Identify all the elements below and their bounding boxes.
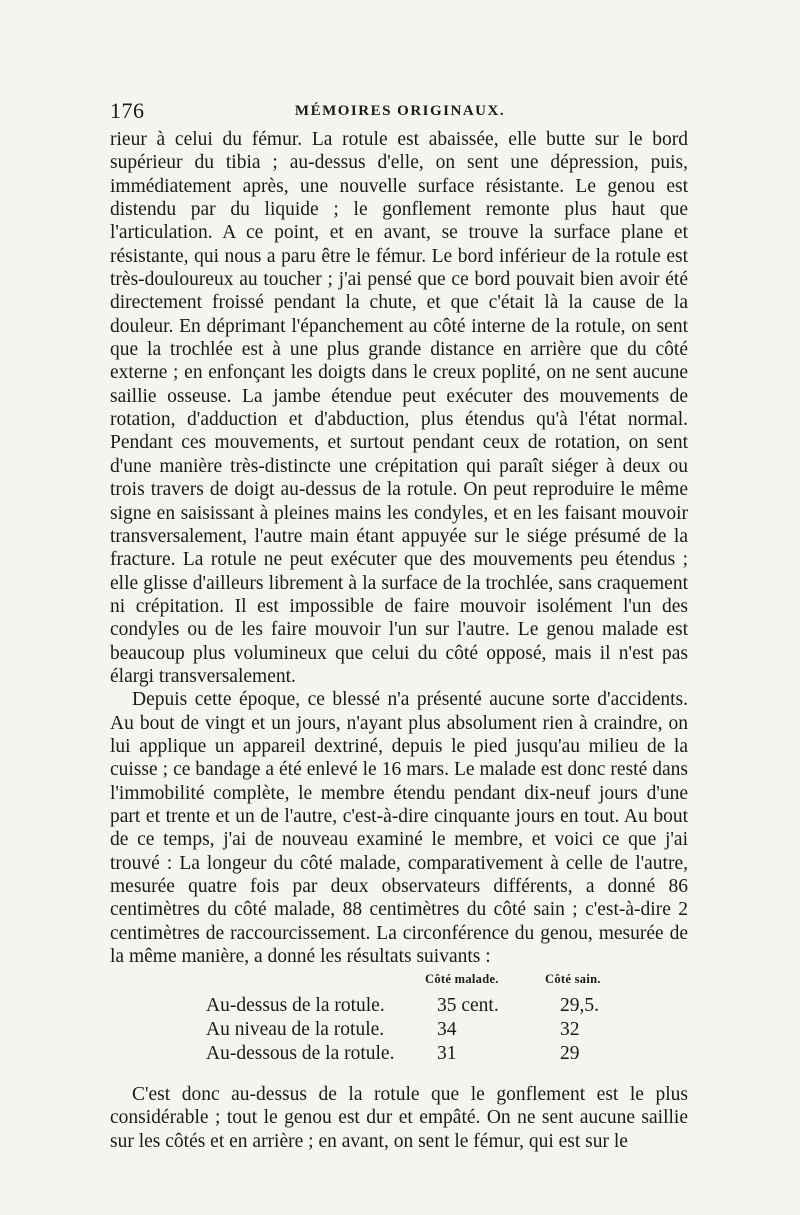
page-number: 176 [110,98,145,123]
value-cote-sain: 29 [560,1043,580,1064]
value-cote-malade: 31 [437,1043,457,1064]
row-label: Au niveau de la rotule. [206,1019,385,1040]
paragraph-depuis: Depuis cette époque, ce blessé n'a présenté aucune sorte d'accidents. Au bout de vingt et un jours, n'ayant plus absolument rien à craindre, on lui applique un appareil dextriné, depuis le pied jusqu'au milieu de la cuisse ; ce bandage a été enlevé le 16 mars. Le malade est donc resté dans l'immobilité complète, le membre étendu pendant dix-neuf jours d'une part et trente et un de l'autre, c'est-à-dire cinquante jours en tout. Au bout de ce temps, j'ai de nouveau examiné le membre, et voici ce que j'ai trouvé : La longeur du côté malade, comparativement à celle de l'autre, mesurée quatre fois par deux observateurs différents, a donné 86 centimètres du côté malade, 88 centimètres du côté sain ; c'est-à-dire 2 centimètres de raccourcissement. La circonférence du genou, mesurée de la même manière, a donné les résultats suivants : [110,689,688,968]
paragraph-continued: rieur à celui du fémur. La rotule est abaissée, elle butte sur le bord supérieur du tibia ; au-dessus d'elle, on sent une dépression, puis, immédiatement après, une nouvelle surface résistante. Le genou est distendu par du liquide ; le gonflement remonte plus haut que l'articulation. A ce point, et en avant, se trouve la surface plane et résistante, qui nous a paru être le fémur. Le bord inférieur de la rotule est très-douloureux au toucher ; j'ai pensé que ce bord pouvait bien avoir été directement froissé pendant la chute, et que c'était là la cause de la douleur. En déprimant l'épanchement au côté interne de la rotule, on sent que la trochlée est à une plus grande distance en arrière que du côté externe ; en enfonçant les doigts dans le creux poplité, on ne sent aucune saillie osseuse. La jambe étendue peut exécuter des mouvements de rotation, d'adduction et d'abduction, plus étendus qu'à l'état normal. Pendant ces mouvements, et surtout pendant ceux de rotation, on sent d'une manière très-distincte une crépitation qui paraît siéger à deux ou trois travers de doigt au-dessus de la rotule. On peut reproduire le même signe en saisissant à pleines mains les condyles, et en les faisant mouvoir transversalement, l'autre main étant appuyée sur le siége présumé de la fracture. La rotule ne peut exécuter que des mouvements peu étendus ; elle glisse d'ailleurs librement à la surface de la trochlée, sans craquement ni crépitation. Il est impossible de faire mouvoir isolément l'un des condyles ou de les faire mouvoir l'un sur l'autre. Le genou malade est beaucoup plus volumineux que celui du côté opposé, mais il n'est pas élargi transversalement. [110,129,688,687]
closing-text [110,1083,688,1153]
column-header-cote-sain: Côté sain. [545,972,601,986]
table-row [0,1043,800,1067]
row-label: Au-dessus de la rotule. [206,995,385,1016]
page-header [110,98,690,128]
value-cote-malade: 35 cent. [437,995,499,1016]
body-text [110,128,688,968]
row-label: Au-dessous de la rotule. [206,1043,395,1064]
running-title: MÉMOIRES ORIGINAUX. [294,103,506,119]
value-cote-sain: 29,5. [560,995,599,1016]
value-cote-malade: 34 [437,1019,457,1040]
paragraph-conclusion: C'est donc au-dessus de la rotule que le gonflement est le plus considérable ; tout le genou est dur et empâté. On ne sent aucune saillie sur les côtés et en arrière ; en avant, on sent le fémur, qui est sur le [110,1084,688,1152]
value-cote-sain: 32 [560,1019,580,1040]
column-header-cote-malade: Côté malade. [425,972,499,986]
table-row [0,1019,800,1043]
table-row [0,995,800,1019]
